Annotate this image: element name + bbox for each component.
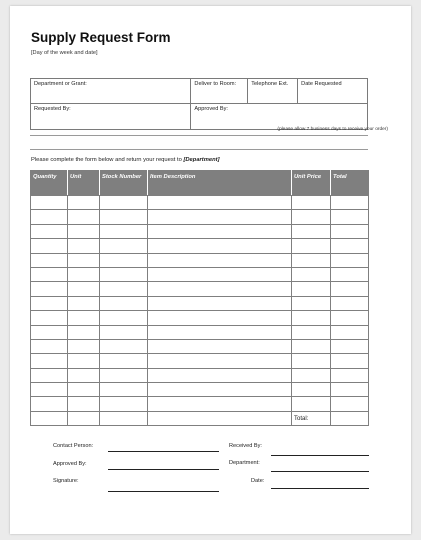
form-title: Supply Request Form — [31, 30, 171, 45]
table-cell[interactable] — [148, 282, 292, 296]
items-header-row — [31, 171, 369, 196]
approved-by-line[interactable] — [108, 469, 219, 470]
table-cell[interactable] — [100, 224, 148, 238]
requested-by-cell[interactable] — [31, 104, 191, 130]
department-label: Department or Grant: — [34, 81, 87, 87]
grand-total-cell[interactable] — [331, 411, 369, 425]
table-cell[interactable] — [68, 267, 100, 281]
table-cell[interactable] — [68, 354, 100, 368]
deliver-room-cell[interactable] — [191, 79, 248, 104]
table-cell[interactable] — [100, 239, 148, 253]
table-cell[interactable] — [148, 224, 292, 238]
table-cell[interactable] — [292, 239, 331, 253]
table-cell[interactable] — [148, 339, 292, 353]
table-cell[interactable] — [331, 267, 369, 281]
table-cell[interactable] — [100, 383, 148, 397]
deliver-room-label: Deliver to Room: — [194, 81, 237, 87]
table-cell[interactable] — [68, 339, 100, 353]
department-line[interactable] — [271, 471, 369, 472]
table-row — [31, 224, 369, 238]
table-cell[interactable] — [100, 339, 148, 353]
table-cell[interactable] — [292, 397, 331, 411]
table-cell[interactable] — [331, 397, 369, 411]
table-cell[interactable] — [100, 368, 148, 382]
table-cell[interactable] — [31, 339, 68, 353]
table-cell[interactable] — [331, 311, 369, 325]
table-cell[interactable] — [148, 354, 292, 368]
table-cell[interactable] — [292, 311, 331, 325]
table-cell[interactable] — [148, 239, 292, 253]
table-row — [31, 311, 369, 325]
date-requested-cell[interactable] — [298, 79, 368, 104]
table-cell[interactable] — [68, 296, 100, 310]
department-label-footer: Department: — [229, 460, 260, 466]
items-table — [30, 170, 369, 426]
contact-person-line[interactable] — [108, 451, 219, 452]
table-cell[interactable] — [68, 411, 100, 425]
table-cell[interactable] — [331, 383, 369, 397]
table-cell[interactable] — [331, 296, 369, 310]
total-label: Total: — [292, 411, 331, 425]
received-by-label: Received By: — [229, 443, 262, 449]
table-row — [31, 325, 369, 339]
header-total: Total — [331, 171, 369, 196]
table-cell[interactable] — [292, 296, 331, 310]
table-cell[interactable] — [100, 210, 148, 224]
request-info-table — [30, 78, 368, 130]
table-cell[interactable] — [148, 267, 292, 281]
table-cell[interactable] — [331, 339, 369, 353]
table-cell[interactable] — [331, 239, 369, 253]
table-cell[interactable] — [31, 210, 68, 224]
table-cell[interactable] — [292, 196, 331, 210]
instructions-text — [31, 157, 220, 163]
table-cell[interactable] — [331, 325, 369, 339]
signature-label: Signature: — [53, 478, 79, 484]
date-placeholder[interactable]: [Day of the week and date] — [31, 50, 98, 56]
instructions-department[interactable]: [Department] — [183, 157, 220, 163]
table-cell[interactable] — [68, 224, 100, 238]
table-cell[interactable] — [292, 354, 331, 368]
table-cell[interactable] — [31, 383, 68, 397]
table-cell[interactable] — [292, 368, 331, 382]
table-cell[interactable] — [31, 224, 68, 238]
table-row — [31, 239, 369, 253]
header-item-description: Item Description — [148, 171, 292, 196]
table-cell[interactable] — [331, 224, 369, 238]
table-cell[interactable] — [100, 282, 148, 296]
table-cell[interactable] — [31, 311, 68, 325]
table-row — [31, 267, 369, 281]
table-cell[interactable] — [331, 253, 369, 267]
table-cell[interactable] — [148, 368, 292, 382]
table-row — [31, 383, 369, 397]
table-cell[interactable] — [148, 383, 292, 397]
instructions-label: Please complete the form below and return your request to — [31, 157, 182, 163]
table-cell[interactable] — [31, 253, 68, 267]
date-line[interactable] — [271, 488, 369, 489]
footer-approved-by-label: Approved By: — [53, 461, 87, 467]
table-cell[interactable] — [148, 210, 292, 224]
date-requested-label: Date Requested — [301, 81, 342, 87]
table-cell[interactable] — [68, 239, 100, 253]
table-cell[interactable] — [292, 267, 331, 281]
table-cell[interactable] — [31, 368, 68, 382]
table-cell[interactable] — [148, 311, 292, 325]
table-row — [31, 368, 369, 382]
table-cell[interactable] — [100, 253, 148, 267]
table-cell[interactable] — [31, 282, 68, 296]
table-cell[interactable] — [100, 296, 148, 310]
table-cell[interactable] — [68, 368, 100, 382]
table-row — [31, 397, 369, 411]
table-cell[interactable] — [68, 325, 100, 339]
table-cell[interactable] — [31, 196, 68, 210]
table-cell[interactable] — [100, 267, 148, 281]
table-row — [31, 354, 369, 368]
divider-bottom — [30, 149, 368, 150]
table-row — [31, 296, 369, 310]
divider-top — [30, 135, 368, 136]
table-cell[interactable] — [100, 411, 148, 425]
department-cell[interactable] — [31, 79, 191, 104]
table-cell[interactable] — [148, 397, 292, 411]
table-cell[interactable] — [100, 325, 148, 339]
header-stock-number: Stock Number — [100, 171, 148, 196]
table-cell[interactable] — [292, 383, 331, 397]
table-cell[interactable] — [31, 239, 68, 253]
table-cell[interactable] — [31, 296, 68, 310]
table-cell[interactable] — [292, 210, 331, 224]
table-cell[interactable] — [148, 296, 292, 310]
table-cell[interactable] — [100, 354, 148, 368]
table-cell[interactable] — [331, 368, 369, 382]
table-cell[interactable] — [148, 325, 292, 339]
total-row — [31, 411, 369, 425]
table-row — [31, 210, 369, 224]
table-row — [31, 339, 369, 353]
table-cell[interactable] — [292, 253, 331, 267]
approved-by-cell[interactable] — [191, 104, 368, 130]
table-cell[interactable] — [331, 354, 369, 368]
table-cell[interactable] — [331, 210, 369, 224]
table-cell[interactable] — [100, 311, 148, 325]
table-cell[interactable] — [68, 196, 100, 210]
requested-by-label: Requested By: — [34, 106, 71, 112]
table-cell[interactable] — [68, 311, 100, 325]
header-quantity: Quantity — [31, 171, 68, 196]
table-cell[interactable] — [292, 339, 331, 353]
table-cell[interactable] — [68, 210, 100, 224]
table-cell[interactable] — [148, 196, 292, 210]
header-unit: Unit — [68, 171, 100, 196]
received-by-line[interactable] — [271, 455, 369, 456]
date-label: Date: — [251, 478, 265, 484]
telephone-label: Telephone Ext. — [251, 81, 289, 87]
table-cell[interactable] — [31, 325, 68, 339]
table-cell[interactable] — [68, 397, 100, 411]
table-cell[interactable] — [31, 397, 68, 411]
table-cell[interactable] — [100, 196, 148, 210]
items-body — [31, 196, 369, 426]
table-cell[interactable] — [68, 253, 100, 267]
approved-by-label: Approved By: — [194, 106, 228, 112]
table-row — [31, 196, 369, 210]
table-cell[interactable] — [331, 282, 369, 296]
contact-person-label: Contact Person: — [53, 443, 94, 449]
table-cell[interactable] — [148, 253, 292, 267]
table-cell[interactable] — [292, 325, 331, 339]
telephone-cell[interactable] — [248, 79, 298, 104]
table-cell[interactable] — [292, 224, 331, 238]
table-cell[interactable] — [292, 282, 331, 296]
table-cell[interactable] — [68, 282, 100, 296]
header-unit-price: Unit Price — [292, 171, 331, 196]
table-cell[interactable] — [31, 411, 68, 425]
table-cell[interactable] — [31, 354, 68, 368]
delivery-note: (please allow 7 business days to receive your order) — [277, 127, 388, 132]
table-row — [31, 282, 369, 296]
table-cell[interactable] — [31, 267, 68, 281]
table-cell[interactable] — [100, 397, 148, 411]
table-cell[interactable] — [68, 383, 100, 397]
table-cell[interactable] — [148, 411, 292, 425]
table-cell[interactable] — [331, 196, 369, 210]
table-row — [31, 253, 369, 267]
signature-line[interactable] — [108, 491, 219, 492]
